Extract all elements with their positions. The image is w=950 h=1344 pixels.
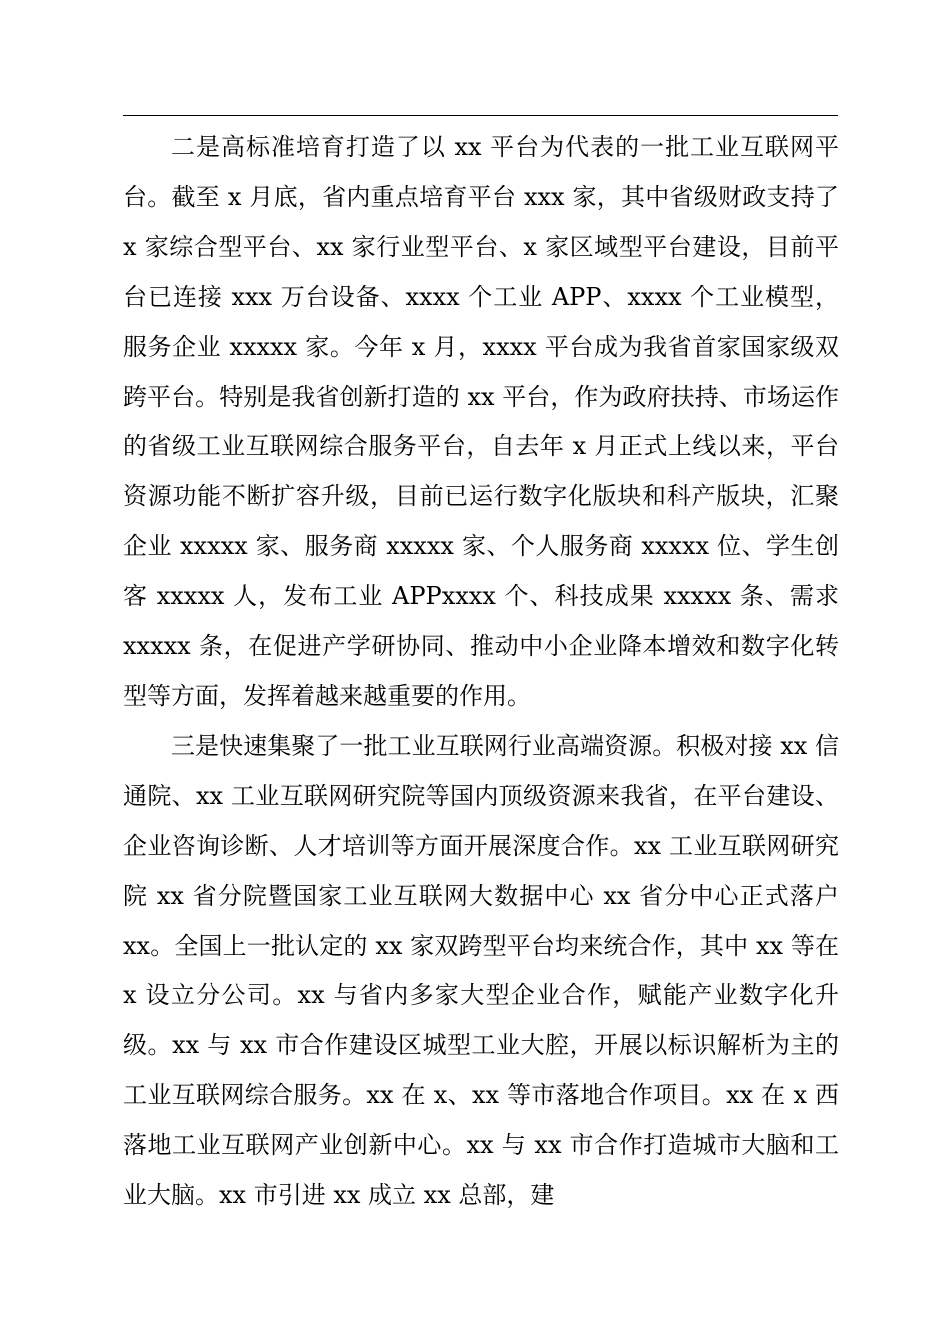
paragraph-resources: 三是快速集聚了一批工业互联网行业高端资源。积极对接 xx 信通院、xx 工业互联网研究院等国内顶级资源来我省，在平台建设、企业咨询诊断、人才培训等方面开展深度合作。xx 工业互联网研究院 xx 省分院暨国家工业互联网大数据中心 xx 省分中心正式落户 xx。全国上一批认定的 xx 家双跨型平台均来统合作，其中 xx 等在 x 设立分公司。xx 与省内多家大型企业合作，赋能产业数字化升级。xx 与 xx 市合作建设区城型工业大腔，开展以标识解析为主的工业互联网综合服务。xx 在 x、xx 等市落地合作项目。xx 在 x 西落地工业互联网产业创新中心。xx 与 xx 市合作打造城市大脑和工业大脑。xx 市引进 xx 成立 xx 总部，建 bbox=[123, 731, 839, 1210]
paragraph-platforms: 二是高标准培育打造了以 xx 平台为代表的一批工业互联网平台。截至 x 月底，省内重点培育平台 xxx 家，其中省级财政支持了 x 家综合型平台、xx 家行业型平台、x 家区域型平台建设，目前平台已连接 xxx 万台设备、xxxx 个工业 APP、xxxx 个工业模型，服务企业 xxxxx 家。今年 x 月，xxxx 平台成为我省首家国家级双跨平台。特别是我省创新打造的 xx 平台，作为政府扶持、市场运作的省级工业互联网综合服务平台，自去年 x 月正式上线以来，平台资源功能不断扩容升级，目前已运行数字化版块和科产版块，汇聚企业 xxxxx 家、服务商 xxxxx 家、个人服务商 xxxxx 位、学生创客 xxxxx 人，发布工业 APPxxxx 个、科技成果 xxxxx 条、需求 xxxxx 条，在促进产学研协同、推动中小企业降本增效和数字化转型等方面，发挥着越来越重要的作用。 bbox=[123, 133, 839, 710]
header-rule bbox=[123, 115, 838, 116]
body-text bbox=[123, 123, 839, 1221]
